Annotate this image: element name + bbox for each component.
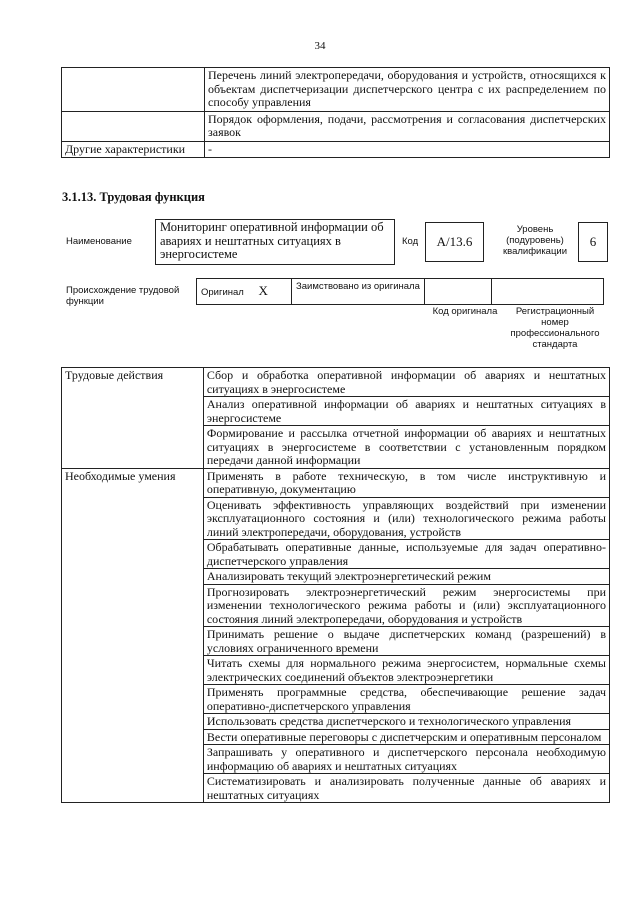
level-value-box: 6 — [578, 222, 608, 262]
code-original-caption: Код оригинала — [432, 306, 498, 317]
table-cell-item: Систематизировать и анализировать полученные данные об авариях и нештатных ситуациях — [203, 774, 609, 803]
original-mark: X — [258, 283, 268, 298]
reg-number-cell — [492, 279, 604, 305]
origin-label: Происхождение трудовой функции — [66, 285, 180, 307]
table-row — [62, 368, 610, 397]
table-cell-item: Применять в работе техническую, в том числе инструктивную и оперативную, документацию — [203, 468, 609, 497]
table-row — [62, 141, 610, 158]
table-cell-item: Сбор и обработка оперативной информации об авариях и нештатных ситуациях в энергосистеме — [203, 368, 609, 397]
origin-table — [196, 278, 604, 305]
top-table — [61, 67, 610, 158]
reg-number-caption: Регистрационный номер профессионального стандарта — [510, 306, 600, 350]
table-cell-category — [62, 111, 205, 141]
table-cell-item: Принимать решение о выдаче диспетчерских команд (разрешений) в условиях ограниченного времени — [203, 627, 609, 656]
table-row — [62, 468, 610, 497]
code-label: Код — [402, 236, 419, 247]
borrowed-cell: Заимствовано из оригинала — [292, 279, 425, 305]
table-cell-category — [62, 68, 205, 112]
page-number: 34 — [314, 40, 326, 52]
level-label: Уровень (подуровень) квалификации — [502, 224, 568, 257]
table-row — [62, 68, 610, 112]
main-table — [61, 367, 610, 803]
table-cell-item: Перечень линий электропередачи, оборудования и устройств, относящихся к объектам диспетчеризации диспетчерского центра с их распределением по способу управления — [205, 68, 610, 112]
table-cell-item: Анализировать текущий электроэнергетический режим — [203, 569, 609, 585]
original-label: Оригинал — [201, 287, 244, 298]
code-original-cell — [425, 279, 492, 305]
table-cell-item: Запрашивать у оперативного и диспетчерского персонала необходимую информацию об авариях и нештатных ситуациях — [203, 745, 609, 774]
table-cell-item: Формирование и рассылка отчетной информации об авариях и нештатных ситуациях в энергосистеме в соответствии с установленным порядком передачи данной информации — [203, 426, 609, 469]
table-cell-item: Оценивать эффективность управляющих воздействий при изменении эксплуатационного состояния и (или) технологического режима работы линий электропередачи, оборудования, устройств — [203, 497, 609, 540]
name-label: Наименование — [66, 236, 132, 247]
table-row — [197, 279, 604, 305]
table-cell-item: Обрабатывать оперативные данные, используемые для задач оперативно-диспетчерского управления — [203, 540, 609, 569]
table-cell-item: Анализ оперативной информации об авариях и нештатных ситуациях в энергосистеме — [203, 397, 609, 426]
code-value-box: A/13.6 — [425, 222, 484, 262]
table-cell-item: Применять программные средства, обеспечивающие решение задач оперативно-диспетчерского управления — [203, 685, 609, 714]
table-cell-item: Читать схемы для нормального режима энергосистем, нормальные схемы электрических соединений объектов электроэнергетики — [203, 656, 609, 685]
table-cell-category: Необходимые умения — [62, 468, 204, 803]
original-cell — [197, 279, 292, 305]
table-cell-category: Другие характеристики — [62, 141, 205, 158]
table-row — [62, 111, 610, 141]
table-cell-item: Использовать средства диспетчерского и технологического управления — [203, 714, 609, 730]
table-cell-item: Вести оперативные переговоры с диспетчерским и оперативным персоналом — [203, 729, 609, 745]
table-cell-item: Порядок оформления, подачи, рассмотрения и согласования диспетчерских заявок — [205, 111, 610, 141]
table-cell-category: Трудовые действия — [62, 368, 204, 469]
table-cell-item: Прогнозировать электроэнергетический режим энергосистемы при изменении технологического режима работы и (или) эксплуатационного состояния линий электропередачи, оборудования и устройств — [203, 584, 609, 627]
section-title: 3.1.13. Трудовая функция — [62, 190, 205, 204]
table-cell-item: - — [205, 141, 610, 158]
function-name-box: Мониторинг оперативной информации об авариях и нештатных ситуациях в энергосистеме — [155, 219, 395, 265]
